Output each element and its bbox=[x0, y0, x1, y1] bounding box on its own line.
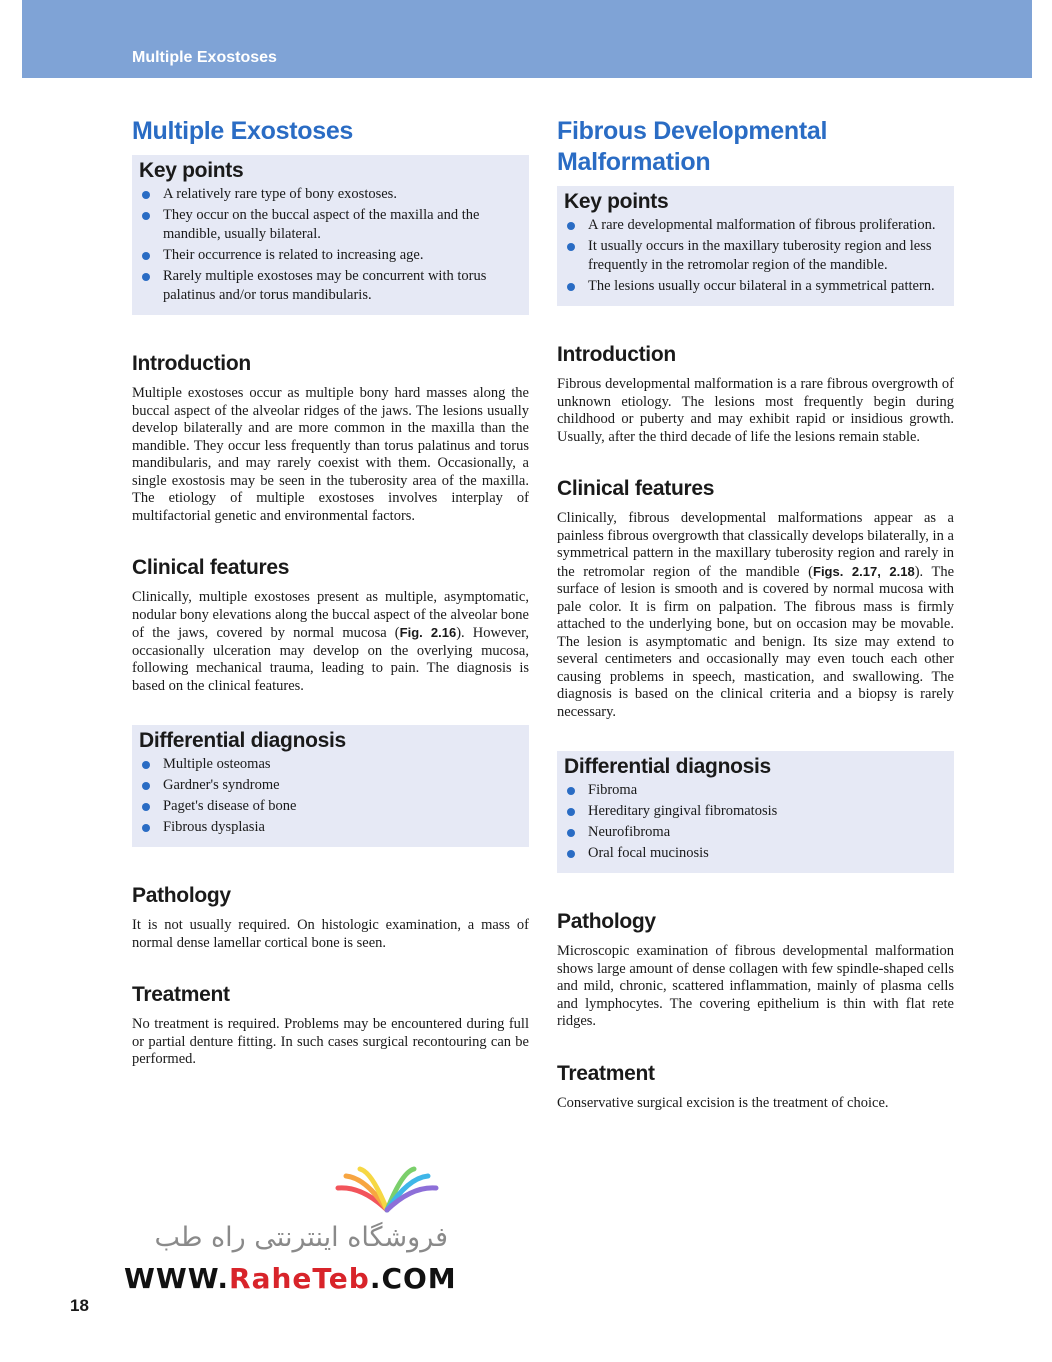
treatment-heading: Treatment bbox=[557, 1061, 655, 1085]
figure-reference: Fig. 2.16 bbox=[399, 625, 457, 640]
left-column bbox=[132, 116, 529, 1099]
list-item: A rare developmental malformation of fibrous proliferation. bbox=[564, 216, 946, 235]
treatment-text: No treatment is required. Problems may be encountered during full or partial denture fitting. In such cases surgical recontouring can be performed. bbox=[132, 1016, 529, 1067]
treatment-heading: Treatment bbox=[132, 983, 230, 1006]
figure-reference: Figs. 2.17, 2.18 bbox=[813, 563, 915, 579]
key-points-list bbox=[564, 216, 946, 296]
list-item: Gardner's syndrome bbox=[139, 776, 521, 795]
differential-list bbox=[139, 755, 521, 837]
clinical-features-text: Clinically, multiple exostoses present as multiple, asymptomatic, nodular bony elevations along the buccal aspect of the alveolar bone of the jaws, covered by normal mucosa (Fig. 2.16). However, occasionally ulceration may develop on the overlying mucosa, following mechanical trauma, leading to pain. The diagnosis is based on the clinical features. bbox=[132, 589, 529, 694]
differential-box-right bbox=[557, 751, 954, 873]
list-item: Oral focal mucinosis bbox=[564, 844, 946, 863]
list-item: Hereditary gingival fibromatosis bbox=[564, 802, 946, 821]
introduction-text: Multiple exostoses occur as multiple bony hard masses along the buccal aspect of the alveolar ridges of the jaws. The lesions usually develop bilaterally and are more common in the maxilla than the mandible. They occur less frequently than torus palatinus and torus mandibularis, and may rarely coexist with them. Occasionally, a single exostosis may be seen in the tuberosity area of the maxilla. The etiology of multiple exostoses involves interplay of multifactorial genetic and environmental factors. bbox=[132, 385, 529, 524]
differential-box-left bbox=[132, 725, 529, 847]
clinical-features-heading: Clinical features bbox=[557, 477, 715, 500]
differential-list bbox=[564, 781, 946, 863]
list-item: A relatively rare type of bony exostoses. bbox=[139, 185, 521, 204]
clinical-features-text: Clinically, fibrous developmental malformations appear as a painless fibrous overgrowth that classically develops bilaterally, in a symmetrical pattern in the maxillary tuberosity region and rarely in the retromolar region of the mandible (Figs. 2.17, 2.18). The surface of lesion is smooth and is covered by normal mucosa with pale color. It is firm on palpation. The fibrous mass is firmly attached to the underlying bone, but on occasion may be movable. The lesion is asymptomatic and benign. Its size may extend to several centimeters and occasionally may even touch each other causing problems in speech, mastication, and swallowing. The diagnosis is based on the clinical criteria and a biopsy is rarely necessary. bbox=[557, 510, 954, 720]
list-item: They occur on the buccal aspect of the maxilla and the mandible, usually bilateral. bbox=[139, 206, 521, 244]
differential-heading: Differential diagnosis bbox=[564, 755, 771, 778]
pathology-heading: Pathology bbox=[132, 884, 231, 907]
list-item: Fibroma bbox=[564, 781, 946, 800]
header-banner bbox=[22, 0, 1032, 78]
introduction-text: Fibrous developmental malformation is a rare fibrous overgrowth of unknown etiology. The lesions most frequently begin during childhood or puberty and may exhibit rapid or insidious growth. Usually, after the third decade of life the lesions remain stable. bbox=[557, 376, 954, 445]
introduction-heading: Introduction bbox=[557, 343, 676, 366]
list-item: The lesions usually occur bilateral in a symmetrical pattern. bbox=[564, 277, 946, 296]
list-item: Rarely multiple exostoses may be concurrent with torus palatinus and/or torus mandibularis. bbox=[139, 267, 521, 305]
list-item: Fibrous dysplasia bbox=[139, 818, 521, 837]
watermark-persian-text: فروشگاه اینترنتی راه طب bbox=[154, 1222, 448, 1253]
list-item: Paget's disease of bone bbox=[139, 797, 521, 816]
right-column bbox=[557, 116, 954, 1142]
key-points-box-right bbox=[557, 186, 954, 306]
differential-heading: Differential diagnosis bbox=[139, 729, 346, 752]
key-points-list bbox=[139, 185, 521, 305]
list-item: Neurofibroma bbox=[564, 823, 946, 842]
list-item: Their occurrence is related to increasing age. bbox=[139, 246, 521, 265]
book-logo-icon bbox=[332, 1166, 442, 1214]
clinical-features-heading: Clinical features bbox=[132, 556, 290, 579]
key-points-box-left bbox=[132, 155, 529, 315]
article-title-right: Fibrous Developmental Malformation bbox=[557, 117, 828, 176]
pathology-text: Microscopic examination of fibrous developmental malformation shows large amount of dense collagen with few spindle-shaped cells and mild, chronic, scattered inflammation, mainly of plasma cells and lymphocytes. The covering epithelium is thin with flat rete ridges. bbox=[557, 943, 954, 1029]
key-points-heading: Key points bbox=[564, 190, 669, 213]
watermark-url[interactable]: WWW.RaheTeb.COM bbox=[124, 1262, 457, 1295]
running-title: Multiple Exostoses bbox=[132, 49, 277, 66]
pathology-heading: Pathology bbox=[557, 910, 656, 933]
list-item: It usually occurs in the maxillary tuberosity region and less frequently in the retromolar region of the mandible. bbox=[564, 237, 946, 275]
page-number: 18 bbox=[70, 1296, 89, 1315]
introduction-heading: Introduction bbox=[132, 352, 251, 375]
treatment-text: Conservative surgical excision is the treatment of choice. bbox=[557, 1094, 889, 1111]
pathology-text: It is not usually required. On histologic examination, a mass of normal dense lamellar cortical bone is seen. bbox=[132, 917, 529, 951]
article-title-left: Multiple Exostoses bbox=[132, 117, 354, 145]
key-points-heading: Key points bbox=[139, 159, 244, 182]
list-item: Multiple osteomas bbox=[139, 755, 521, 774]
